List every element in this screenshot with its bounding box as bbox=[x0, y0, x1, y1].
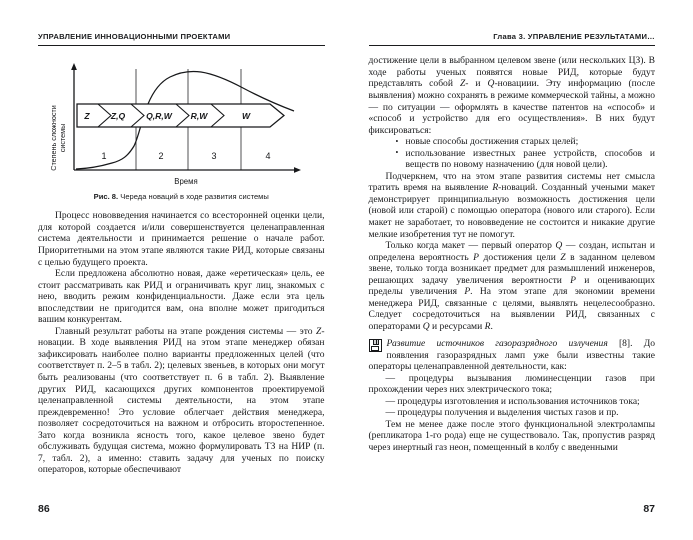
list-item: • использование известных ранее устройств, способов и веществ по новому назначению (для новой цели). bbox=[397, 148, 656, 171]
paragraph bbox=[38, 326, 325, 476]
band-label-qrw: Q,R,W bbox=[146, 111, 172, 122]
paragraph bbox=[369, 55, 656, 136]
paragraph: Тем не менее даже после этого функциональной электролампы (репликатора 1-го рода) еще не существовало. Так, пропустив разряд через инертный газ неон, помещенный в колбу с введенными bbox=[368, 418, 655, 453]
zone-label-4: 4 bbox=[265, 151, 271, 162]
dash-item: — процедуры изготовления и использования источников тока; bbox=[385, 395, 640, 407]
paragraph: Если предложена абсолютно новая, даже «еретическая» цель, ее стоит рассматривать как РИД и ограничивать круг лиц, знакомых с нею, вводить режим конфиденциальности. Даже если эта цель впоследствии не пригодится вам, она вполне может пригодиться вашим конкурентам. bbox=[38, 268, 325, 326]
right-running-head: Глава 3. УПРАВЛЕНИЕ РЕЗУЛЬТАТАМИ… bbox=[369, 0, 656, 46]
floppy-shutter bbox=[373, 340, 379, 345]
text-run: -новации. В ходе выявления РИД на этом этапе менеджер обязан зафиксировать наиболее полно варианты предложенных целей (что соответствует п. 2–5 в табл. 2); целевых звеньев, в которых они могут быть реализованы (что соответствует п. 6 в табл. 2). Выявление других РИД, касающихся других компонентов проектируемой целенаправленной системы деятельности, на этом этапе преждевременно! Это условие облегчает действия менеджера, позволяет сосредоточиться на важном и отбросить второстепенное. Зато когда возникла ясность того, какое целевое звено будет обслуживать будущая система, можно формулировать ТЗ на НИР (п. 7, табл. 2), а именно: ставить задачу для ученых по поиску операторов, которые обеспечивают bbox=[38, 325, 325, 476]
text-run: - и bbox=[465, 78, 488, 90]
floppy-label bbox=[371, 346, 379, 351]
right-page bbox=[347, 0, 693, 540]
text-run: . bbox=[490, 320, 493, 332]
italic-symbol-q: Q bbox=[487, 78, 495, 90]
italic-symbol-r: R bbox=[484, 320, 491, 332]
y-axis-label-2: системы bbox=[58, 124, 67, 153]
text-run: в заданном целевом звене, только тогда возникает предмет для размышлений инженеров, решающих задачу увеличения вероятности bbox=[368, 251, 655, 286]
x-axis-label: Время bbox=[174, 177, 198, 187]
example-title: Развитие источников газоразрядного излучения bbox=[386, 337, 608, 349]
text-run: . На этом этапе для экономии времени менеджера РИД, связанные с целями, выявлять нецелесообразно. Следует сосредоточиться на выявлении РИД, связанных с операторами bbox=[368, 286, 655, 332]
dash-item: — процедуры получения и выделения чистых газов и пр. bbox=[385, 407, 619, 419]
zone-label-1: 1 bbox=[101, 151, 107, 162]
band-label-z: Z bbox=[84, 111, 90, 122]
italic-symbol-z: Z bbox=[459, 78, 466, 90]
band-label-w: W bbox=[241, 111, 251, 122]
figure-8 bbox=[38, 60, 325, 201]
text-run: -новаций. Созданный учеными макет демонстрирует принципиальную возможность достижения цели (новой или старой) с помощью оператора (нового или старого). Если макет не заработает, то нововведение не состоится и никакие другие мелкие изобретения тут не помогут. bbox=[368, 182, 656, 240]
italic-symbol-z: Z bbox=[316, 325, 322, 337]
novation-arrow-band bbox=[77, 104, 284, 127]
zone-label-2: 2 bbox=[158, 151, 164, 162]
text-run: Подчеркнем, что на этом этапе развития системы нет смысла тратить время на выявление bbox=[368, 170, 655, 194]
left-text-column bbox=[38, 210, 325, 476]
italic-symbol-p: P bbox=[464, 286, 471, 298]
y-axis-label: Степень сложности bbox=[49, 105, 58, 172]
text-run: -новациии. Эту информацию (после выявления) можно сохранять в режиме коммерческой тайны, а можно — по ситуации — оформлять в качестве патентов на «способ» и «способ и устройство для его осуществления». В них будут фиксироваться: bbox=[368, 78, 655, 136]
text-run: Только когда макет — первый оператор bbox=[385, 240, 556, 252]
italic-symbol-q: Q bbox=[555, 240, 563, 252]
paragraph: Процесс нововведения начинается со всесторонней оценки цели, для которой создается и/или совершенствуется целенаправленная система деятельности и принимается решение о начале работ. Приоритетными на этом этапе являются такие РИД, которые связаны с целью будущего проекта. bbox=[38, 210, 325, 268]
y-axis-arrowhead bbox=[71, 63, 77, 70]
band-label-zq: Z,Q bbox=[110, 111, 126, 122]
paragraph bbox=[369, 240, 656, 332]
x-axis-arrowhead bbox=[294, 167, 301, 173]
text-run: — создан, испытан и определена вероятность bbox=[368, 240, 655, 263]
left-running-head: УПРАВЛЕНИЕ ИННОВАЦИОННЫМИ ПРОЕКТАМИ bbox=[38, 0, 325, 46]
list-item: • новые способы достижения старых целей; bbox=[397, 136, 656, 148]
figure-caption-text: Череда новаций в ходе развития системы bbox=[120, 192, 269, 202]
zone-label-3: 3 bbox=[211, 151, 217, 162]
dash-item: — процедуры вызывания люминесценции газов при прохождении через них электрического тока; bbox=[368, 372, 655, 396]
floppy-disk-icon bbox=[369, 339, 382, 352]
text-run: достижения цели bbox=[479, 251, 561, 263]
bullet-list bbox=[369, 136, 656, 171]
italic-symbol-p: P bbox=[473, 251, 480, 263]
italic-symbol-p: P bbox=[570, 274, 576, 286]
paragraph bbox=[369, 171, 656, 240]
text-run: и ресурсами bbox=[429, 320, 485, 332]
figure-caption bbox=[38, 192, 325, 201]
italic-symbol-z: Z bbox=[560, 251, 566, 263]
example-block bbox=[369, 338, 656, 373]
example-reference: [8] bbox=[607, 337, 631, 349]
figure-caption-number: Рис. 8. bbox=[93, 192, 119, 202]
text-run: Главный результат работы на этапе рождения системы — это bbox=[55, 325, 316, 337]
text-run: достижение цели в выбранном целевом звене (или нескольких ЦЗ). В ходе работы ученых появятся новые РИД, которые будут представлять собой bbox=[368, 55, 655, 90]
italic-symbol-q: Q bbox=[422, 320, 430, 332]
right-folio: 87 bbox=[643, 503, 655, 515]
italic-symbol-r: R bbox=[492, 182, 499, 194]
left-folio: 86 bbox=[38, 503, 50, 515]
example-text: . До появления газоразрядных ламп уже были известны такие операторы целенаправленной деятельности, как: bbox=[368, 337, 655, 373]
right-text-column bbox=[369, 55, 656, 453]
text-run: и оценивающих пределы увеличения bbox=[368, 274, 655, 298]
band-label-rw: R,W bbox=[190, 111, 208, 122]
figure-8-svg bbox=[38, 60, 308, 190]
